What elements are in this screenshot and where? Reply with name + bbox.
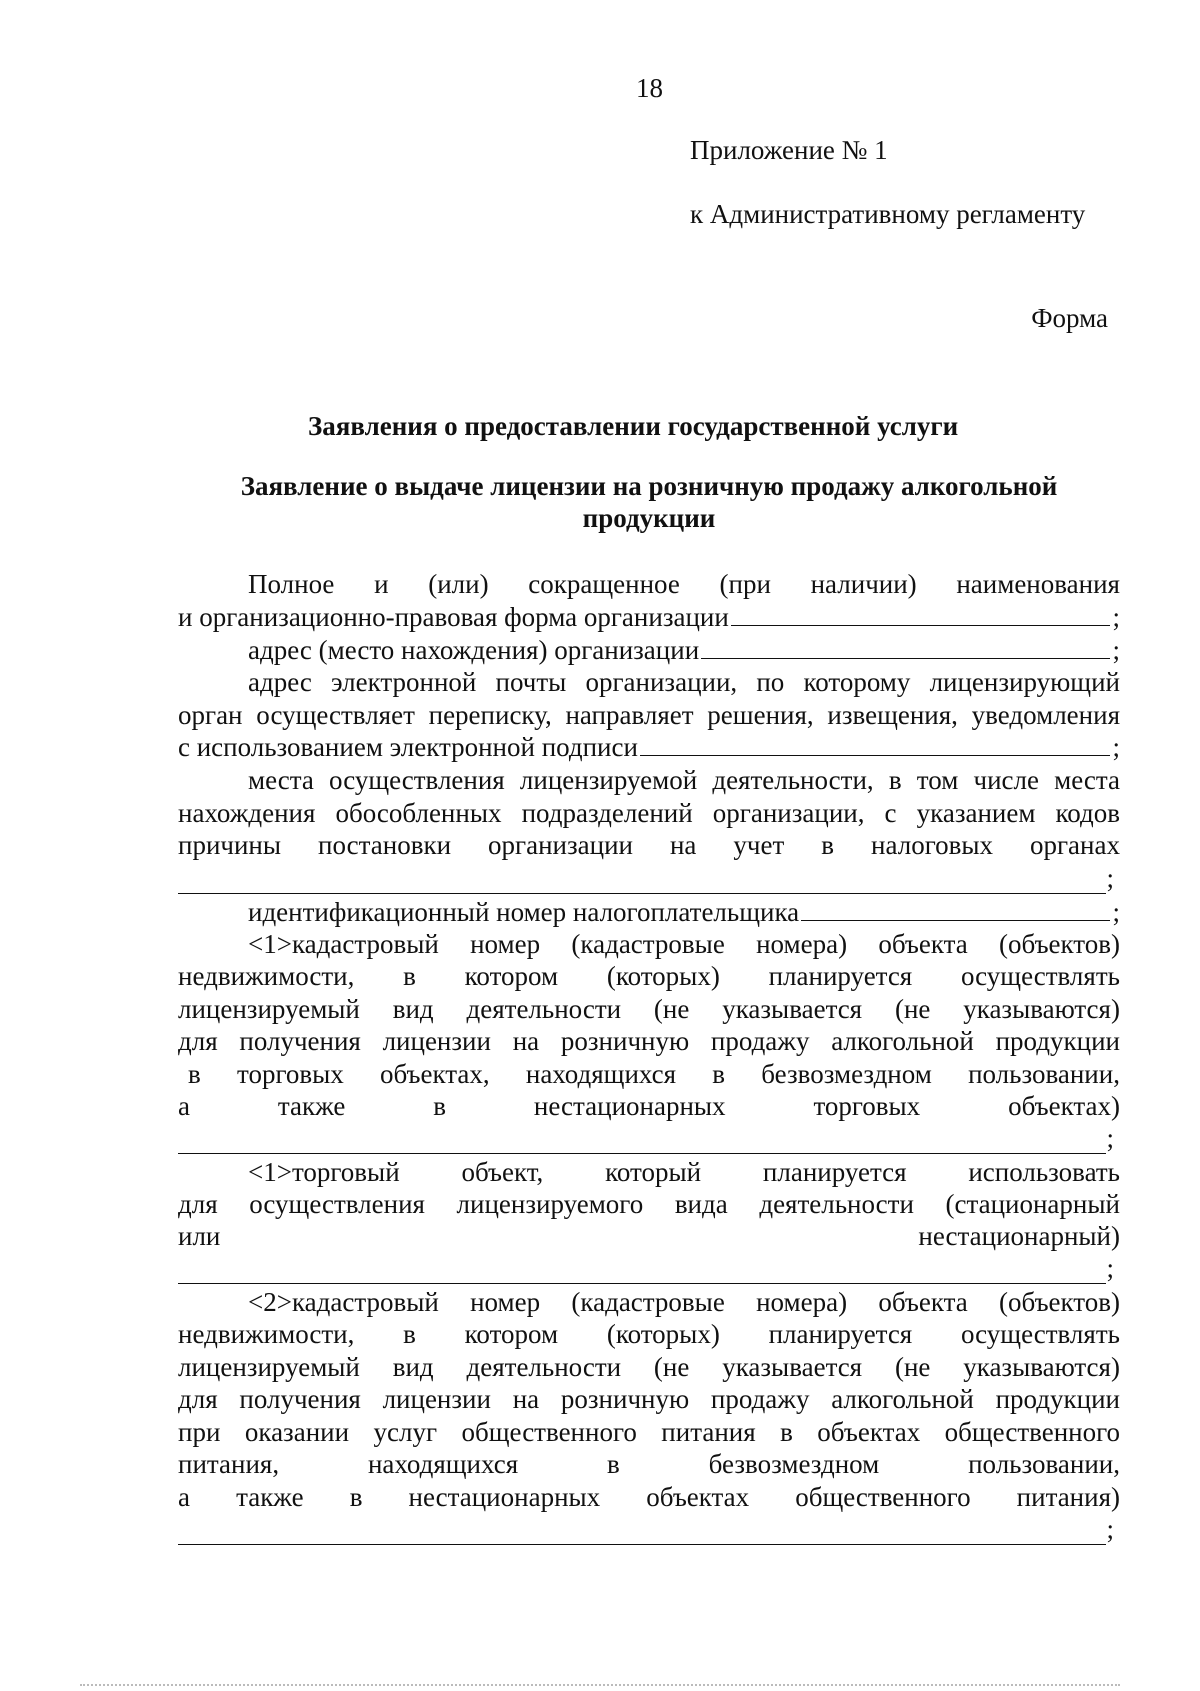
email-blank[interactable] [640, 731, 1111, 756]
field-cad2-line3: лицензируемый вид деятельности (не указывается (не указываются) [178, 1352, 1120, 1382]
field-cad1-line5: в торговых объектах, находящихся в безвозмездном пользовании, [188, 1059, 1120, 1089]
obj-blank-line: ; [178, 1252, 1114, 1284]
field-places-line2: нахождения обособленных подразделений организации, с указанием кодов [178, 798, 1120, 828]
field-email-line2: орган осуществляет переписку, направляет решения, извещения, уведомления [178, 700, 1120, 730]
organization-name-blank[interactable] [731, 601, 1111, 626]
form-label: Форма [1031, 303, 1108, 333]
field-cad1-line6: а также в нестационарных торговых объектах) [178, 1091, 1120, 1121]
field-cad2-line4: для получения лицензии на розничную продажу алкогольной продукции [178, 1384, 1120, 1414]
inn-blank[interactable] [801, 896, 1110, 921]
field-cad1-line1: <1>кадастровый номер (кадастровые номера) объекта (объектов) [248, 929, 1120, 959]
field-cad1-line4: для получения лицензии на розничную продажу алкогольной продукции [178, 1026, 1120, 1056]
trade-object-blank[interactable] [178, 1257, 1106, 1284]
cad1-blank[interactable] [178, 1127, 1106, 1154]
field-cad2-line6: питания, находящихся в безвозмездном пользовании, [178, 1449, 1120, 1479]
main-heading: Заявления о предоставлении государственной услуги [308, 411, 959, 441]
field-cad2-line2: недвижимости, в котором (которых) планируется осуществлять [178, 1319, 1120, 1349]
cad2-blank[interactable] [178, 1518, 1106, 1545]
field-obj-line2: для осуществления лицензируемого вида деятельности (стационарный [178, 1189, 1120, 1219]
field-cad2-line7: а также в нестационарных объектах общественного питания) [178, 1482, 1120, 1512]
sub-heading-line2: продукции [582, 503, 716, 533]
field-obj-line1: <1>торговый объект, который планируется использовать [248, 1157, 1120, 1187]
places-blank[interactable] [178, 867, 1106, 894]
sub-heading-line1: Заявление о выдаче лицензии на розничную продажу алкогольной [240, 471, 1058, 501]
address-blank[interactable] [701, 634, 1110, 659]
field-email-line1: адрес электронной почты организации, по которому лицензирующий [248, 667, 1120, 697]
field-cad2-line5: при оказании услуг общественного питания в объектах общественного [178, 1417, 1120, 1447]
field-cad1-line2: недвижимости, в котором (которых) планируется осуществлять [178, 961, 1120, 991]
field-cad1-line3: лицензируемый вид деятельности (не указывается (не указываются) [178, 994, 1120, 1024]
cad2-blank-line: ; [178, 1513, 1114, 1545]
page-number: 18 [636, 73, 663, 103]
places-blank-line: ; [178, 862, 1114, 894]
field-name-line2: и организационно-правовая форма организации ; [178, 602, 1120, 632]
scan-edge-dots [80, 1680, 1120, 1686]
field-name-line1: Полное и (или) сокращенное (при наличии) наименования [248, 569, 1120, 599]
field-address: адрес (место нахождения) организации ; [248, 635, 1120, 665]
field-places-line1: места осуществления лицензируемой деятельности, в том числе места [248, 765, 1120, 795]
field-places-line3: причины постановки организации на учет в налоговых органах [178, 830, 1120, 860]
cad1-blank-line: ; [178, 1122, 1114, 1154]
appendix-subtitle: к Административному регламенту [690, 199, 1086, 229]
field-obj-line3: или нестационарный) [178, 1221, 1120, 1251]
field-inn: идентификационный номер налогоплательщика ; [248, 897, 1120, 927]
field-cad2-line1: <2>кадастровый номер (кадастровые номера) объекта (объектов) [248, 1287, 1120, 1317]
field-email-line3: с использованием электронной подписи ; [178, 732, 1120, 762]
appendix-title: Приложение № 1 [690, 135, 888, 165]
